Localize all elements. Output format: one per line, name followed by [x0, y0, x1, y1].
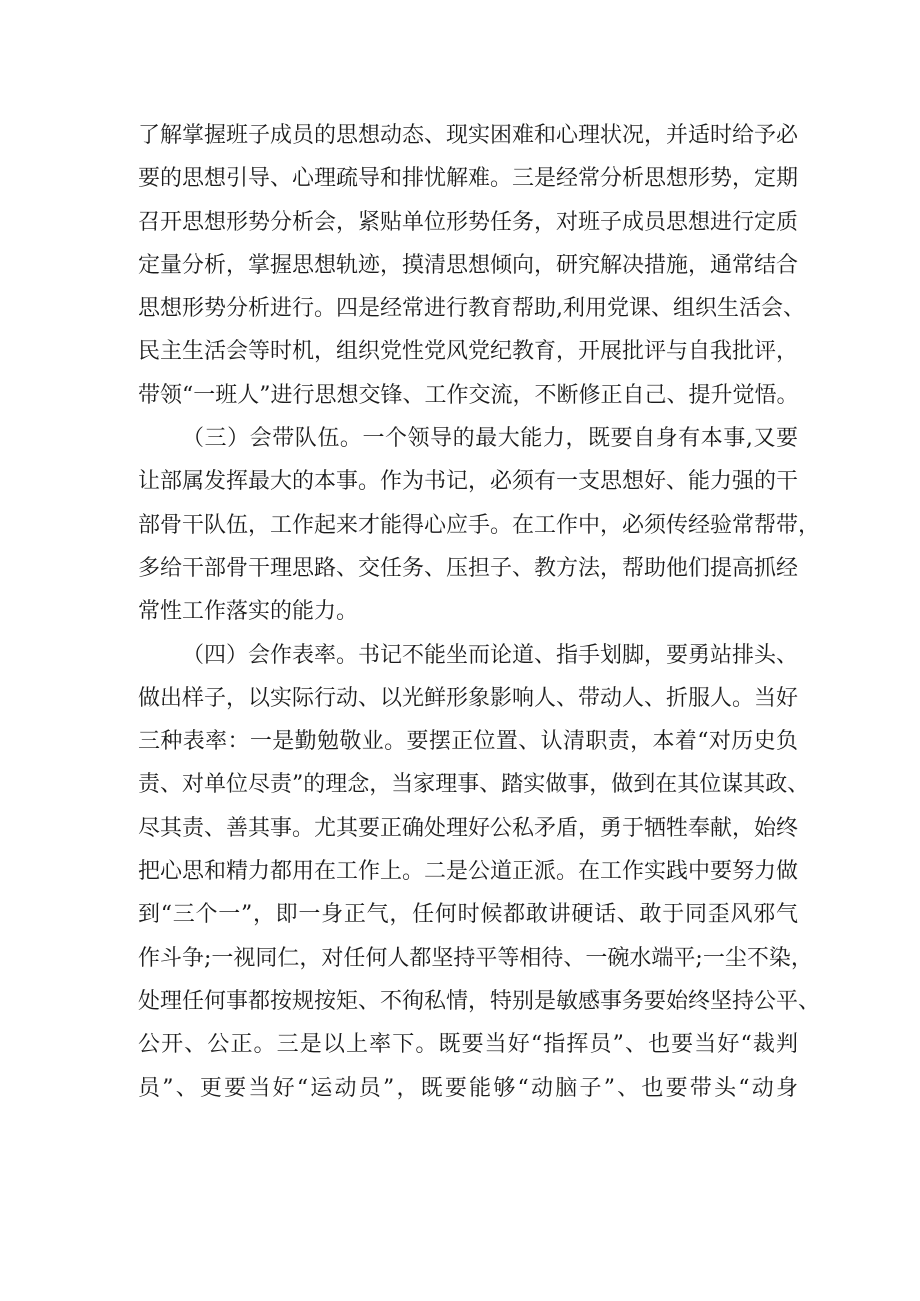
- text-line: 要的思想引导、心理疏导和排忧解难。三是经常分析思想形势，定期: [138, 166, 799, 192]
- text-line: 让部属发挥最大的本事。作为书记，必须有一支思想好、能力强的干: [138, 469, 799, 495]
- text-line: 做出样子，以实际行动、以光鲜形象影响人、带动人、折服人。当好: [138, 685, 799, 711]
- text-line: 到“三个一”，即一身正气，任何时候都敢讲硬话、敢于同歪风邪气: [138, 902, 798, 928]
- text-line: 带领“一班人”进行思想交锋、工作交流，不断修正自己、提升觉悟。: [138, 382, 799, 408]
- document-body: [138, 114, 821, 1110]
- text-line: 三种表率：一是勤勉敬业。要摆正位置、认清职责，本着“对历史负: [138, 729, 798, 755]
- text-line: 常性工作落实的能力。: [138, 599, 359, 625]
- text-line: 把心思和精力都用在工作上。二是公道正派。在工作实践中要努力做: [138, 859, 799, 885]
- text-line: 民主生活会等时机，组织党性党风党纪教育，开展批评与自我批评，: [138, 339, 799, 365]
- text-line: 召开思想形势分析会，紧贴单位形势任务，对班子成员思想进行定质: [138, 209, 799, 235]
- text-line: 了解掌握班子成员的思想动态、现实困难和心理状况，并适时给予必: [138, 123, 799, 148]
- paragraph-2: [138, 417, 821, 633]
- text-line: 公开、公正。三是以上率下。既要当好“指挥员”、也要当好“裁判: [138, 1032, 798, 1058]
- text-line: 部骨干队伍，工作起来才能得心应手。在工作中，必须传经验常帮带，: [138, 512, 821, 538]
- text-line: 责、对单位尽责”的理念，当家理事、踏实做事，做到在其位谋其政、: [138, 772, 810, 798]
- text-line-indented: （四）会作表率。书记不能坐而论道、指手划脚，要勇站排头、: [182, 642, 799, 668]
- text-line: 多给干部骨干理思路、交任务、压担子、教方法，帮助他们提高抓经: [138, 555, 799, 581]
- paragraph-1: [138, 114, 805, 417]
- paragraph-3: [138, 634, 821, 1110]
- text-line: 尽其责、善其事。尤其要正确处理好公私矛盾，勇于牺牲奉献，始终: [138, 815, 799, 841]
- text-line: 处理任何事都按规按矩、不徇私情，特别是敏感事务要始终坚持公平、: [138, 988, 821, 1014]
- text-line: 定量分析，掌握思想轨迹，摸清思想倾向，研究解决措施，通常结合: [138, 252, 799, 278]
- text-line-indented: （三）会带队伍。一个领导的最大能力，既要自身有本事,又要: [182, 426, 798, 452]
- text-line: 员”、更要当好“运动员”，既要能够“动脑子”、也要带头“动身: [138, 1075, 798, 1101]
- text-line: 思想形势分析进行。四是经常进行教育帮助,利用党课、组织生活会、: [138, 296, 805, 322]
- text-line: 作斗争;一视同仁，对任何人都坚持平等相待、一碗水端平;一尘不染，: [138, 945, 813, 971]
